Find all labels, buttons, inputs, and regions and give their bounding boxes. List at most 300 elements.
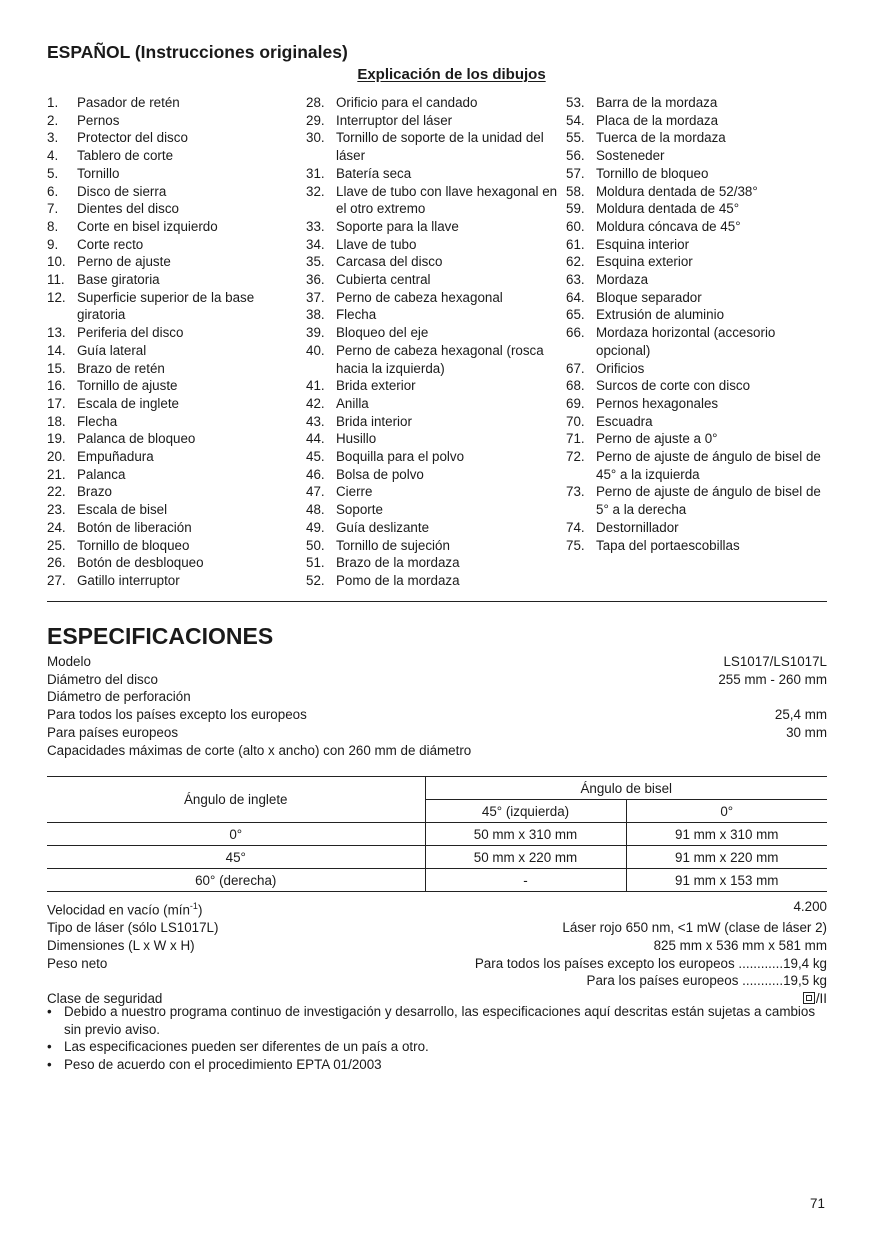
legend-item — [566, 112, 828, 130]
spec-rows — [47, 653, 827, 759]
legend-item-label: Tornillo — [77, 165, 120, 181]
specifications-title: ESPECIFICACIONES — [47, 623, 274, 649]
legend-item-number: 57. — [566, 165, 585, 181]
legend-item-label: Brazo — [77, 484, 112, 500]
legend-item-number: 40. — [306, 342, 325, 358]
legend-item — [306, 466, 558, 484]
bevel-zero-cell: 91 mm x 153 mm — [626, 869, 827, 892]
bevel-left-header: 45° (izquierda) — [425, 800, 626, 823]
legend-item-label: Disco de sierra — [77, 183, 167, 199]
notes-list — [47, 1003, 827, 1074]
legend-item-number: 26. — [47, 555, 66, 571]
bullet-glyph: • — [47, 1057, 52, 1073]
note-item — [47, 1038, 827, 1056]
weight-2-value: 19,5 kg — [783, 973, 827, 989]
weight-2-leader: ........... — [742, 973, 784, 989]
legend-item — [566, 324, 828, 359]
legend-item-label: Bloqueo del eje — [336, 325, 429, 341]
legend-item-label: Mordaza — [596, 272, 649, 288]
legend-item-number: 16. — [47, 378, 66, 394]
legend-item — [306, 289, 558, 307]
legend-item — [47, 342, 292, 360]
legend-column-3 — [566, 94, 828, 554]
weight-row-1 — [47, 955, 827, 973]
legend-item-label: Mordaza horizontal (accesorio opcional) — [596, 325, 776, 358]
spec-value: 25,4 mm — [774, 707, 827, 723]
legend-item-label: Guía lateral — [77, 342, 147, 358]
legend-item-label: Botón de desbloqueo — [77, 555, 204, 571]
legend-item-label: Llave de tubo con llave hexagonal en el otro extremo — [336, 183, 558, 217]
legend-item-number: 72. — [566, 449, 585, 465]
legend-item-number: 42. — [306, 395, 325, 411]
dimensions-label: Dimensiones (L x W x H) — [47, 937, 195, 953]
legend-item-number: 68. — [566, 378, 585, 394]
legend-item-number: 31. — [306, 165, 325, 181]
legend-item — [47, 112, 292, 130]
legend-column-2 — [306, 94, 558, 590]
miter-angle-cell: 0° — [47, 823, 425, 846]
legend-item-label: Boquilla para el polvo — [336, 449, 465, 465]
legend-item-label: Tornillo de soporte de la unidad del láser — [336, 130, 544, 164]
spec-label: Diámetro de perforación — [47, 689, 191, 705]
section-divider — [47, 601, 827, 602]
legend-item-number: 50. — [306, 537, 325, 553]
legend-item-label: Flecha — [336, 307, 377, 323]
legend-item — [566, 306, 828, 324]
legend-item-number: 67. — [566, 360, 585, 376]
legend-item-number: 36. — [306, 272, 325, 288]
spec-row — [47, 724, 827, 742]
legend-item-label: Escala de inglete — [77, 395, 179, 411]
spec-value: 255 mm - 260 mm — [718, 671, 827, 687]
legend-item-number: 38. — [306, 307, 325, 323]
legend-item-label: Brida interior — [336, 413, 412, 429]
legend-item-number: 14. — [47, 342, 66, 358]
legend-item — [47, 537, 292, 555]
legend-item — [306, 218, 558, 236]
legend-item-label: Brazo de retén — [77, 360, 165, 376]
legend-item-label: Tornillo de ajuste — [77, 378, 178, 394]
legend-item-label: Esquina exterior — [596, 254, 693, 270]
legend-item-label: Base giratoria — [77, 272, 160, 288]
weight-row-2 — [47, 972, 827, 990]
legend-item — [47, 483, 292, 501]
legend-item-label: Tornillo de sujeción — [336, 537, 450, 553]
legend-item-number: 35. — [306, 254, 325, 270]
legend-item-label: Dientes del disco — [77, 201, 179, 217]
speed-value: 4.200 — [793, 899, 827, 914]
legend-item — [306, 483, 558, 501]
legend-item-number: 48. — [306, 502, 325, 518]
legend-item-number: 53. — [566, 95, 585, 110]
bevel-left-cell: - — [425, 869, 626, 892]
legend-item-number: 22. — [47, 484, 66, 500]
legend-item-number: 60. — [566, 218, 585, 234]
spec-label: Diámetro del disco — [47, 671, 158, 687]
spec-label: Modelo — [47, 654, 91, 669]
legend-item-number: 66. — [566, 325, 585, 341]
dimensions-value: 825 mm x 536 mm x 581 mm — [653, 937, 827, 953]
legend-item-label: Esquina interior — [596, 236, 690, 252]
miter-angle-cell: 60° (derecha) — [47, 869, 425, 892]
spec-row — [47, 742, 827, 760]
legend-item — [306, 395, 558, 413]
legend-item-number: 25. — [47, 537, 66, 553]
legend-item-label: Escala de bisel — [77, 502, 168, 518]
weight-value-1 — [475, 955, 827, 973]
legend-item-label: Pomo de la mordaza — [336, 572, 460, 588]
legend-item-number: 3. — [47, 130, 59, 146]
note-text: Peso de acuerdo con el procedimiento EPTA 01/2003 — [64, 1057, 382, 1073]
spec-value: 30 mm — [786, 724, 827, 740]
legend-item — [47, 448, 292, 466]
legend-item-number: 28. — [306, 95, 325, 110]
cutting-capacity-table — [47, 776, 827, 892]
legend-item-number: 63. — [566, 272, 585, 288]
legend-item — [566, 183, 828, 201]
legend-item — [306, 306, 558, 324]
legend-item — [306, 554, 558, 572]
laser-value: Láser rojo 650 nm, <1 mW (clase de láser 2) — [562, 920, 827, 936]
legend-item — [566, 413, 828, 431]
legend-item-label: Cierre — [336, 484, 373, 500]
legend-item-label: Flecha — [77, 413, 118, 429]
miter-angle-cell: 45° — [47, 846, 425, 869]
legend-item-label: Tablero de corte — [77, 148, 174, 164]
legend-item — [47, 129, 292, 147]
legend-item-label: Placa de la mordaza — [596, 112, 719, 128]
legend-item-number: 15. — [47, 360, 66, 376]
bevel-zero-cell: 91 mm x 310 mm — [626, 823, 827, 846]
legend-item-label: Perno de ajuste de ángulo de bisel de 45° a la izquierda — [596, 449, 821, 482]
legend-item-number: 4. — [47, 148, 59, 164]
legend-item-number: 23. — [47, 502, 66, 518]
legend-item-number: 56. — [566, 148, 585, 164]
legend-item-label: Empuñadura — [77, 449, 154, 465]
dimensions-row — [47, 937, 827, 955]
legend-item-number: 6. — [47, 183, 59, 199]
legend-item-label: Bolsa de polvo — [336, 466, 424, 482]
legend-item-label: Perno de ajuste — [77, 254, 171, 270]
legend-item-label: Moldura dentada de 45° — [596, 201, 740, 217]
legend-item-label: Moldura cóncava de 45° — [596, 218, 741, 234]
legend-item — [306, 413, 558, 431]
miter-angle-header: Ángulo de inglete — [47, 777, 425, 823]
legend-item — [566, 430, 828, 448]
legend-item-label: Soporte para la llave — [336, 218, 459, 234]
safety-class-label: Clase de seguridad — [47, 990, 163, 1006]
legend-item — [306, 377, 558, 395]
bevel-angle-header: Ángulo de bisel — [425, 777, 827, 800]
bullet-glyph: • — [47, 1004, 52, 1019]
spec-label: Para países europeos — [47, 724, 179, 740]
legend-item — [566, 289, 828, 307]
legend-item — [47, 200, 292, 218]
page-number: 71 — [810, 1196, 825, 1211]
legend-item-label: Perno de cabeza hexagonal (rosca hacia la izquierda) — [336, 342, 544, 376]
legend-item-number: 39. — [306, 325, 325, 341]
speed-label — [47, 898, 202, 919]
legend-item-number: 1. — [47, 95, 59, 110]
legend-item-number: 70. — [566, 413, 585, 429]
legend-item — [306, 342, 558, 377]
bevel-zero-cell: 91 mm x 220 mm — [626, 846, 827, 869]
legend-item — [566, 537, 828, 555]
legend-item — [566, 147, 828, 165]
spec-row — [47, 706, 827, 724]
legend-item-number: 43. — [306, 413, 325, 429]
legend-item-label: Palanca — [77, 466, 126, 482]
legend-item-label: Cubierta central — [336, 272, 431, 288]
legend-item-number: 44. — [306, 431, 325, 447]
legend-item-number: 47. — [306, 484, 325, 500]
speed-label-close: ) — [197, 902, 203, 918]
legend-item — [47, 165, 292, 183]
legend-item — [566, 218, 828, 236]
drawings-explanation-title: Explicación de los dibujos — [357, 66, 546, 83]
legend-item — [47, 501, 292, 519]
legend-item-label: Moldura dentada de 52/38° — [596, 183, 758, 199]
legend-item-label: Pernos — [77, 112, 120, 128]
legend-item-number: 12. — [47, 289, 66, 305]
note-text: Debido a nuestro programa continuo de investigación y desarrollo, las especificaciones aquí descritas están sujetas a cambios sin previo aviso. — [64, 1004, 816, 1037]
legend-item-number: 11. — [47, 272, 65, 288]
legend-item-number: 49. — [306, 519, 325, 535]
legend-item-number: 52. — [306, 572, 325, 588]
legend-item-number: 41. — [306, 378, 325, 394]
legend-item-number: 2. — [47, 112, 59, 128]
legend-item-number: 71. — [566, 431, 585, 447]
legend-item-number: 61. — [566, 236, 585, 252]
legend-item-number: 10. — [47, 254, 66, 270]
spec-value: LS1017/LS1017L — [723, 654, 827, 669]
legend-item-label: Sosteneder — [596, 148, 665, 164]
legend-item-label: Gatillo interruptor — [77, 572, 180, 588]
legend-item-number: 69. — [566, 395, 585, 411]
legend-item — [566, 129, 828, 147]
legend-item-label: Interruptor del láser — [336, 112, 453, 128]
legend-item-number: 17. — [47, 395, 66, 411]
legend-item — [47, 147, 292, 165]
legend-item-label: Tornillo de bloqueo — [596, 165, 709, 181]
legend-item-number: 30. — [306, 130, 325, 146]
legend-item-label: Soporte — [336, 502, 383, 518]
bevel-left-cell: 50 mm x 310 mm — [425, 823, 626, 846]
legend-item-number: 37. — [306, 289, 325, 305]
legend-item — [47, 430, 292, 448]
legend-item-label: Corte en bisel izquierdo — [77, 218, 218, 234]
legend-item-label: Protector del disco — [77, 130, 188, 146]
legend-item — [47, 236, 292, 254]
legend-item — [47, 519, 292, 537]
legend-item — [306, 253, 558, 271]
legend-item-number: 55. — [566, 130, 585, 146]
laser-label: Tipo de láser (sólo LS1017L) — [47, 920, 219, 936]
legend-item — [566, 200, 828, 218]
weight-value-2 — [587, 972, 827, 990]
legend-item-number: 46. — [306, 466, 325, 482]
legend-item-label: Orificios — [596, 360, 645, 376]
spec-row — [47, 671, 827, 689]
legend-item-number: 32. — [306, 183, 325, 199]
legend-item-number: 74. — [566, 519, 585, 535]
legend-item — [566, 253, 828, 271]
legend-item-label: Anilla — [336, 395, 369, 411]
legend-item-label: Pasador de retén — [77, 95, 180, 110]
legend-item-number: 7. — [47, 201, 59, 217]
legend-item-label: Destornillador — [596, 519, 679, 535]
legend-item-number: 62. — [566, 254, 585, 270]
legend-item — [306, 94, 558, 112]
legend-item — [306, 537, 558, 555]
legend-item-label: Perno de ajuste a 0° — [596, 431, 718, 447]
legend-item-number: 9. — [47, 236, 59, 252]
legend-item — [47, 94, 292, 112]
legend-item — [47, 466, 292, 484]
legend-item-number: 33. — [306, 218, 325, 234]
legend-item — [566, 360, 828, 378]
weight-label: Peso neto — [47, 955, 108, 971]
legend-item — [47, 289, 292, 324]
legend-item-number: 24. — [47, 519, 66, 535]
legend-item — [306, 519, 558, 537]
legend-item-number: 45. — [306, 449, 325, 465]
language-title: ESPAÑOL (Instrucciones originales) — [47, 42, 348, 62]
legend-item-label: Perno de ajuste de ángulo de bisel de 5° a la derecha — [596, 484, 821, 518]
legend-item — [566, 271, 828, 289]
legend-item-label: Tapa del portaescobillas — [596, 537, 740, 553]
speed-row — [47, 898, 827, 919]
legend-item-number: 21. — [47, 466, 66, 482]
note-item — [47, 1056, 827, 1074]
legend-item-number: 64. — [566, 289, 585, 305]
legend-item — [566, 165, 828, 183]
legend-item-label: Extrusión de aluminio — [596, 307, 725, 323]
spec-row — [47, 688, 827, 706]
bevel-left-cell: 50 mm x 220 mm — [425, 846, 626, 869]
legend-item-number: 54. — [566, 112, 585, 128]
legend-item — [306, 430, 558, 448]
legend-column-1 — [47, 94, 292, 590]
legend-item-number: 59. — [566, 201, 585, 217]
bevel-zero-header: 0° — [626, 800, 827, 823]
spec-label: Para todos los países excepto los europeos — [47, 707, 307, 723]
speed-label-text: Velocidad en vacío (mín — [47, 902, 190, 918]
legend-item-label: Escuadra — [596, 413, 653, 429]
legend-item-label: Barra de la mordaza — [596, 95, 718, 110]
legend-item-number: 19. — [47, 431, 66, 447]
legend-item — [306, 572, 558, 590]
table-row — [47, 846, 827, 869]
table-row — [47, 869, 827, 892]
legend-item — [306, 236, 558, 254]
legend-item — [566, 94, 828, 112]
legend-item — [47, 253, 292, 271]
legend-item — [566, 519, 828, 537]
legend-item-label: Pernos hexagonales — [596, 395, 719, 411]
legend-item-label: Husillo — [336, 431, 377, 447]
legend-item — [47, 395, 292, 413]
legend-item-label: Tornillo de bloqueo — [77, 537, 190, 553]
legend-item-label: Guía deslizante — [336, 519, 430, 535]
legend-item-number: 5. — [47, 165, 59, 181]
legend-item — [47, 360, 292, 378]
note-text: Las especificaciones pueden ser diferentes de un país a otro. — [64, 1039, 429, 1055]
legend-item-number: 18. — [47, 413, 66, 429]
legend-item-label: Carcasa del disco — [336, 254, 443, 270]
legend-item-number: 29. — [306, 112, 325, 128]
legend-item — [306, 501, 558, 519]
legend-item — [47, 324, 292, 342]
legend-item-number: 58. — [566, 183, 585, 199]
legend-item-number: 51. — [306, 555, 325, 571]
legend-item — [566, 448, 828, 483]
legend-item — [47, 572, 292, 590]
legend-item-label: Brazo de la mordaza — [336, 555, 460, 571]
legend-item-number: 8. — [47, 218, 59, 234]
weight-1-text: Para todos los países excepto los europeos — [474, 955, 735, 971]
legend-item-label: Perno de cabeza hexagonal — [336, 289, 503, 305]
legend-item-number: 75. — [566, 537, 585, 553]
legend-item-number: 27. — [47, 572, 66, 588]
legend-item — [47, 271, 292, 289]
legend-item-label: Bloque separador — [596, 289, 702, 305]
legend-item — [566, 483, 828, 518]
legend-item — [306, 324, 558, 342]
legend-item — [47, 377, 292, 395]
legend-item — [306, 183, 558, 218]
safety-class-text: /II — [815, 990, 827, 1006]
legend-item — [306, 129, 558, 164]
legend-item-label: Batería seca — [336, 165, 412, 181]
legend-item-label: Brida exterior — [336, 378, 416, 394]
table-row — [47, 823, 827, 846]
legend-item-number: 20. — [47, 449, 66, 465]
legend-item-number: 65. — [566, 307, 585, 323]
legend-item-label: Orificio para el candado — [336, 95, 478, 110]
legend-item-label: Surcos de corte con disco — [596, 378, 751, 394]
legend-item — [47, 554, 292, 572]
bullet-glyph: • — [47, 1039, 52, 1055]
legend-item-label: Palanca de bloqueo — [77, 431, 196, 447]
legend-item — [306, 112, 558, 130]
legend-item-label: Llave de tubo — [336, 236, 417, 252]
legend-item — [566, 377, 828, 395]
speed-unit-sup: -1 — [189, 901, 198, 911]
legend-item-number: 73. — [566, 484, 585, 500]
spec-label: Capacidades máximas de corte (alto x ancho) con 260 mm de diámetro — [47, 742, 472, 758]
legend-item-number: 13. — [47, 325, 66, 341]
legend-item — [566, 236, 828, 254]
legend-item-label: Botón de liberación — [77, 519, 192, 535]
legend-item-label: Tuerca de la mordaza — [596, 130, 726, 146]
legend-item-number: 34. — [306, 236, 325, 252]
legend-item — [566, 395, 828, 413]
legend-item — [306, 271, 558, 289]
legend-item-label: Corte recto — [77, 236, 144, 252]
legend-item-label: Periferia del disco — [77, 325, 184, 341]
legend-item-label: Superficie superior de la base giratoria — [77, 289, 255, 323]
legend-item — [47, 218, 292, 236]
spec-details — [47, 898, 827, 1008]
legend-item — [47, 183, 292, 201]
note-item — [47, 1003, 827, 1038]
legend-item — [306, 165, 558, 183]
legend-item — [306, 448, 558, 466]
weight-2-text: Para los países europeos — [586, 973, 739, 989]
weight-1-value: 19,4 kg — [783, 955, 827, 971]
spec-row — [47, 653, 827, 671]
